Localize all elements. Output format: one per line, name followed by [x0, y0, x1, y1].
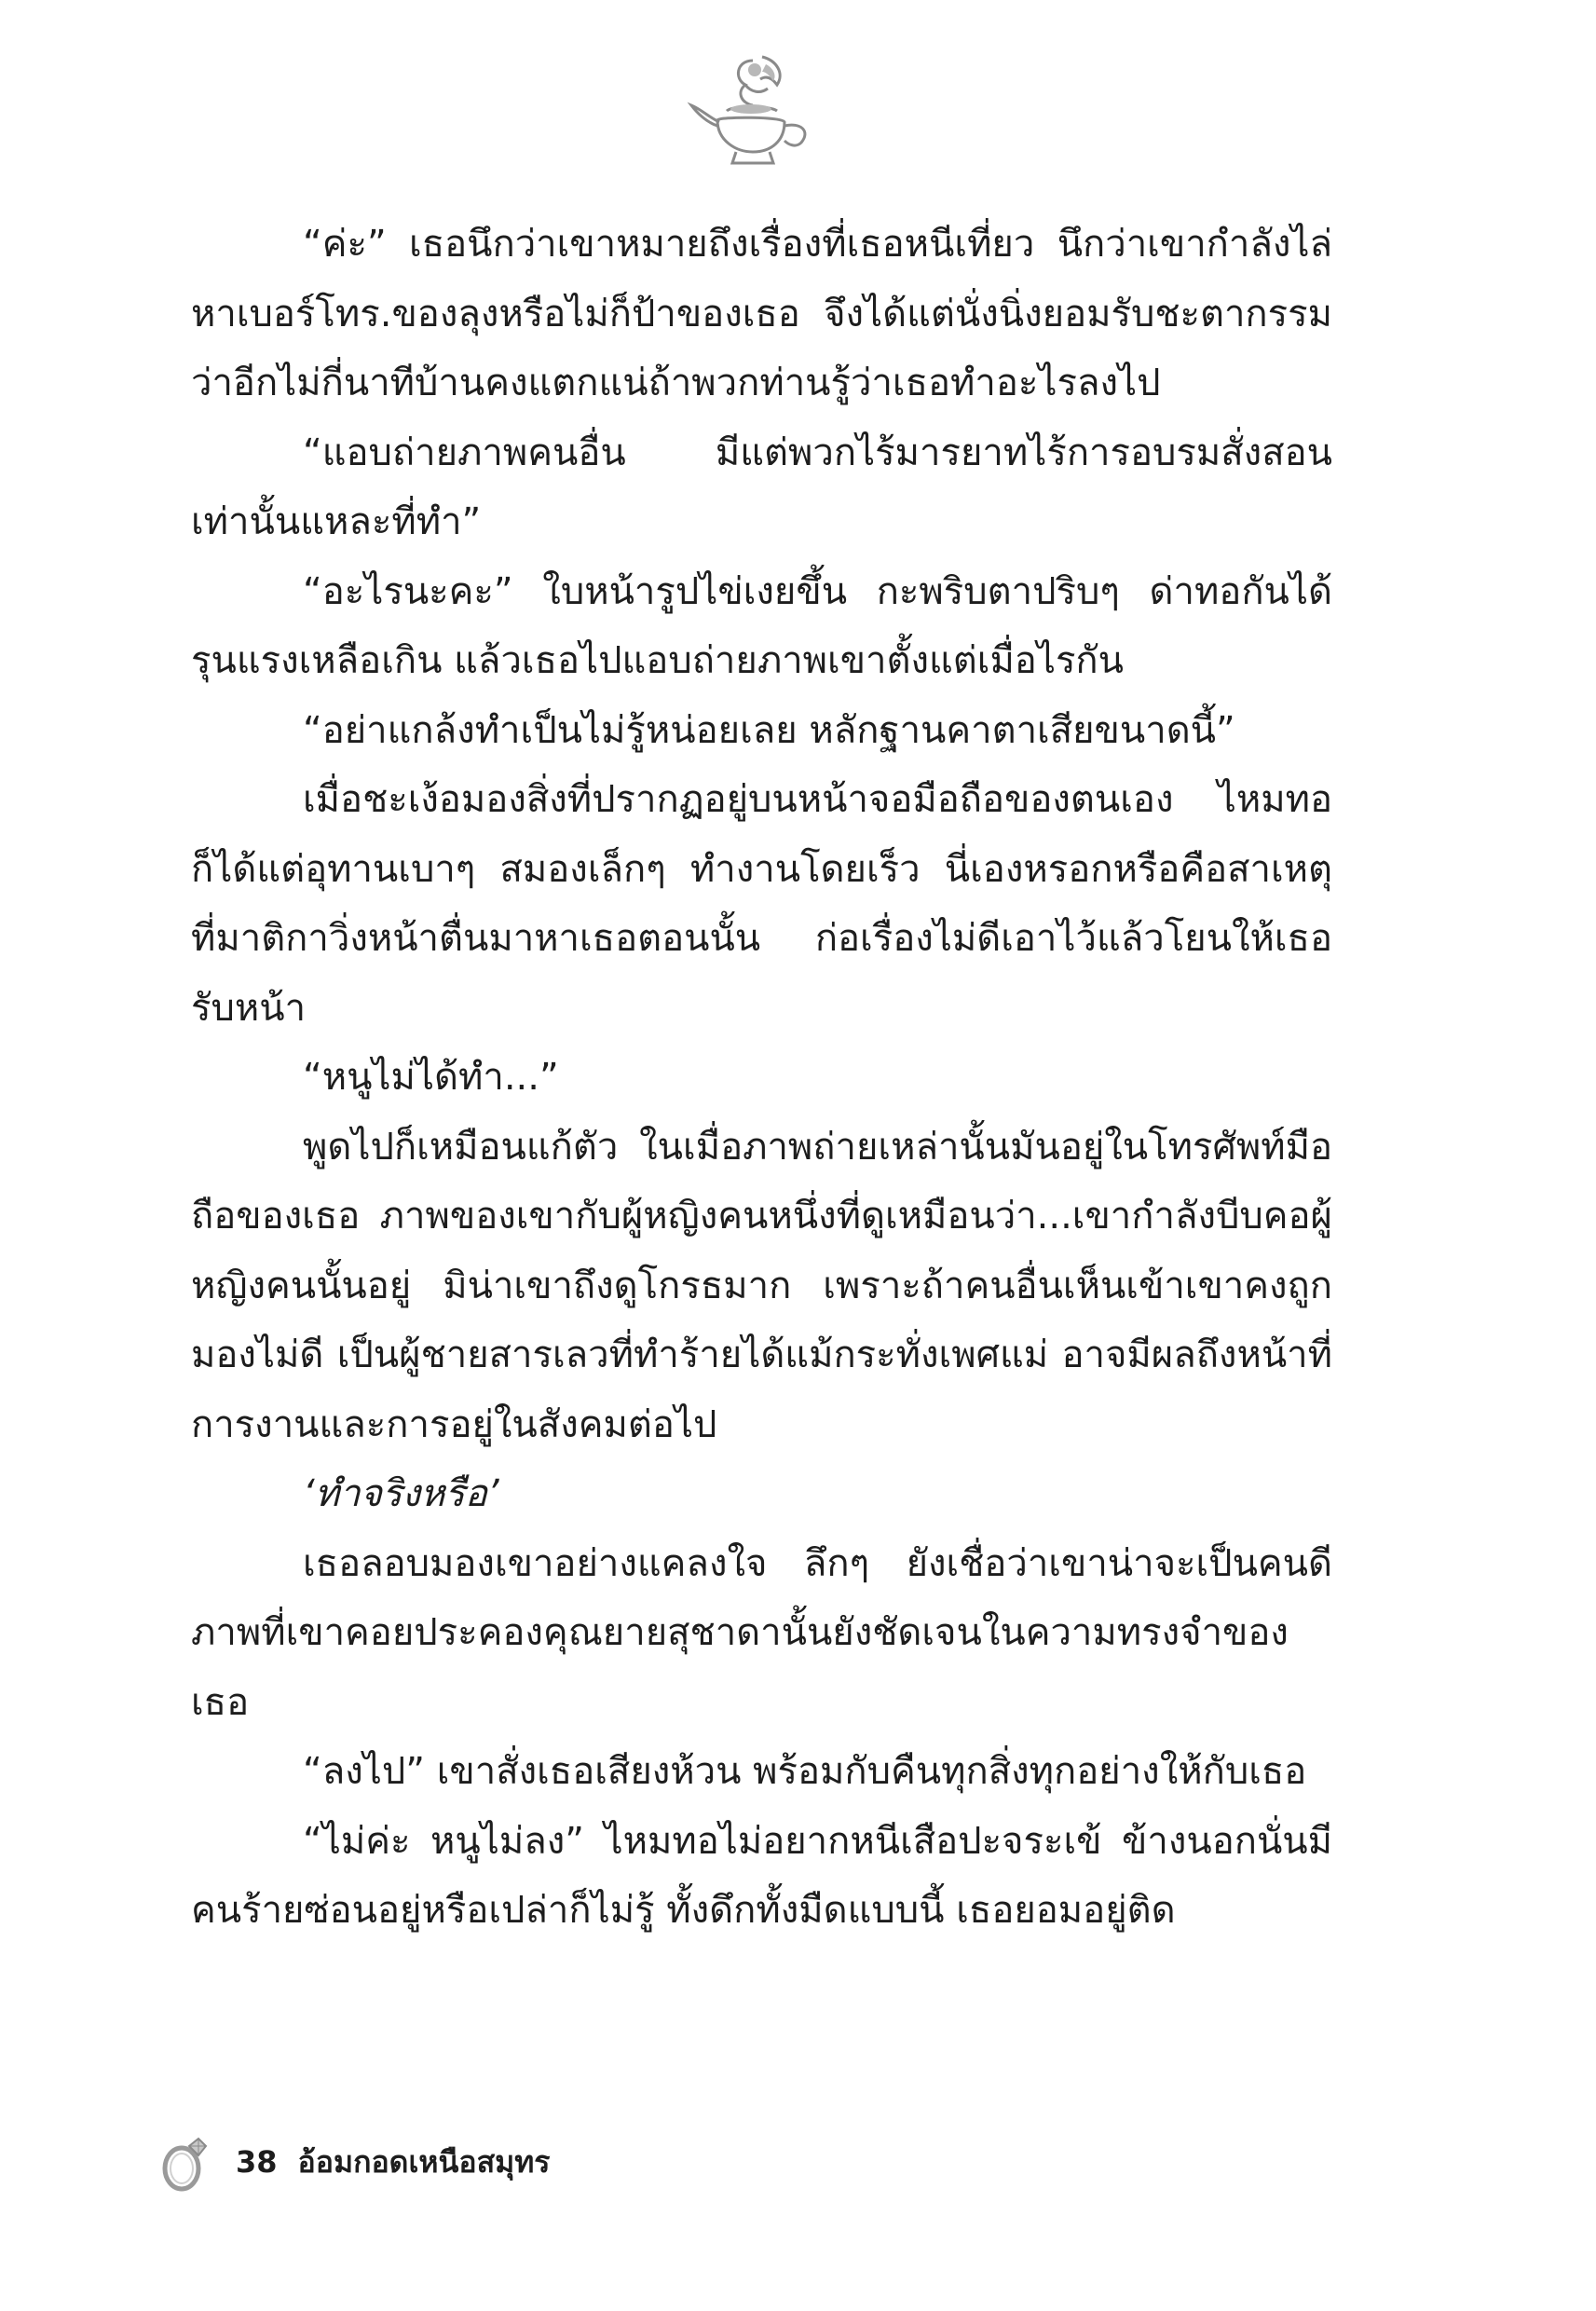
diamond-ring-icon: [154, 2129, 219, 2195]
paragraph: “อะไรนะคะ” ใบหน้ารูปไข่เงยขึ้น กะพริบตาปริบๆ ด่าทอกันได้รุนแรงเหลือเกิน แล้วเธอไปแอบถ่ายภาพเขาตั้งแต่เมื่อไรกัน: [191, 569, 1332, 682]
paragraph: “ไม่ค่ะ หนูไม่ลง” ไหมทอไม่อยากหนีเสือปะจระเข้ ข้างนอกนั่นมีคนร้ายซ่อนอยู่หรือเปล่าก็ไม่รู้ ทั้งดึกทั้งมืดแบบนี้ เธอยอมอยู่ติด: [191, 1819, 1332, 1932]
body-text: [191, 210, 1332, 1946]
paragraph: “ลงไป” เขาสั่งเธอเสียงห้วน พร้อมกับคืนทุกสิ่งทุกอย่างให้กับเธอ: [303, 1750, 1307, 1793]
book-title: อ้อมกอดเหนือสมุทร: [297, 2143, 551, 2180]
genie-lamp-icon: [680, 51, 820, 172]
paragraph: เธอลอบมองเขาอย่างแคลงใจ ลึกๆ ยังเชื่อว่าเขาน่าจะเป็นคนดีภาพที่เขาคอยประคองคุณยายสุชาดานั้นยังชัดเจนในความทรงจำของเธอ: [191, 1541, 1332, 1724]
paragraph: “หนูไม่ได้ทำ...”: [303, 1056, 559, 1099]
page-number: 38: [236, 2144, 278, 2180]
paragraph: เมื่อชะเง้อมองสิ่งที่ปรากฏอยู่บนหน้าจอมือถือของตนเอง ไหมทอก็ได้แต่อุทานเบาๆ สมองเล็กๆ ทำงานโดยเร็ว นี่เองหรอกหรือคือสาเหตุที่มาติกาวิ่งหน้าตื่นมาหาเธอตอนนั้น ก่อเรื่องไม่ดีเอาไว้แล้วโยนให้เธอรับหน้า: [191, 778, 1332, 1030]
paragraph: พูดไปก็เหมือนแก้ตัว ในเมื่อภาพถ่ายเหล่านั้นมันอยู่ในโทรศัพท์มือถือของเธอ ภาพของเขากับผู้หญิงคนหนึ่งที่ดูเหมือนว่า...เขากำลังบีบคอผู้หญิงคนนั้นอยู่ มิน่าเขาถึงดูโกรธมาก เพราะถ้าคนอื่นเห็นเข้าเขาคงถูกมองไม่ดี เป็นผู้ชายสารเลวที่ทำร้ายได้แม้กระทั่งเพศแม่ อาจมีผลถึงหน้าที่การงานและการอยู่ในสังคมต่อไป: [191, 1125, 1332, 1446]
paragraph: “อย่าแกล้งทำเป็นไม่รู้หน่อยเลย หลักฐานคาตาเสียขนาดนี้”: [303, 708, 1235, 752]
paragraph: “แอบถ่ายภาพคนอื่น มีแต่พวกไร้มารยาทไร้การอบรมสั่งสอนเท่านั้นแหละที่ทำ”: [191, 431, 1332, 543]
page-footer: [154, 2129, 550, 2195]
paragraph: “ค่ะ” เธอนึกว่าเขาหมายถึงเรื่องที่เธอหนีเที่ยว นึกว่าเขากำลังไล่หาเบอร์โทร.ของลุงหรือไม่ก็ป้าของเธอ จึงได้แต่นั่งนิ่งยอมรับชะตากรรม ว่าอีกไม่กี่นาทีบ้านคงแตกแน่ถ้าพวกท่านรู้ว่าเธอทำอะไรลงไป: [191, 223, 1332, 404]
paragraph: ‘ทำจริงหรือ’: [303, 1472, 499, 1515]
